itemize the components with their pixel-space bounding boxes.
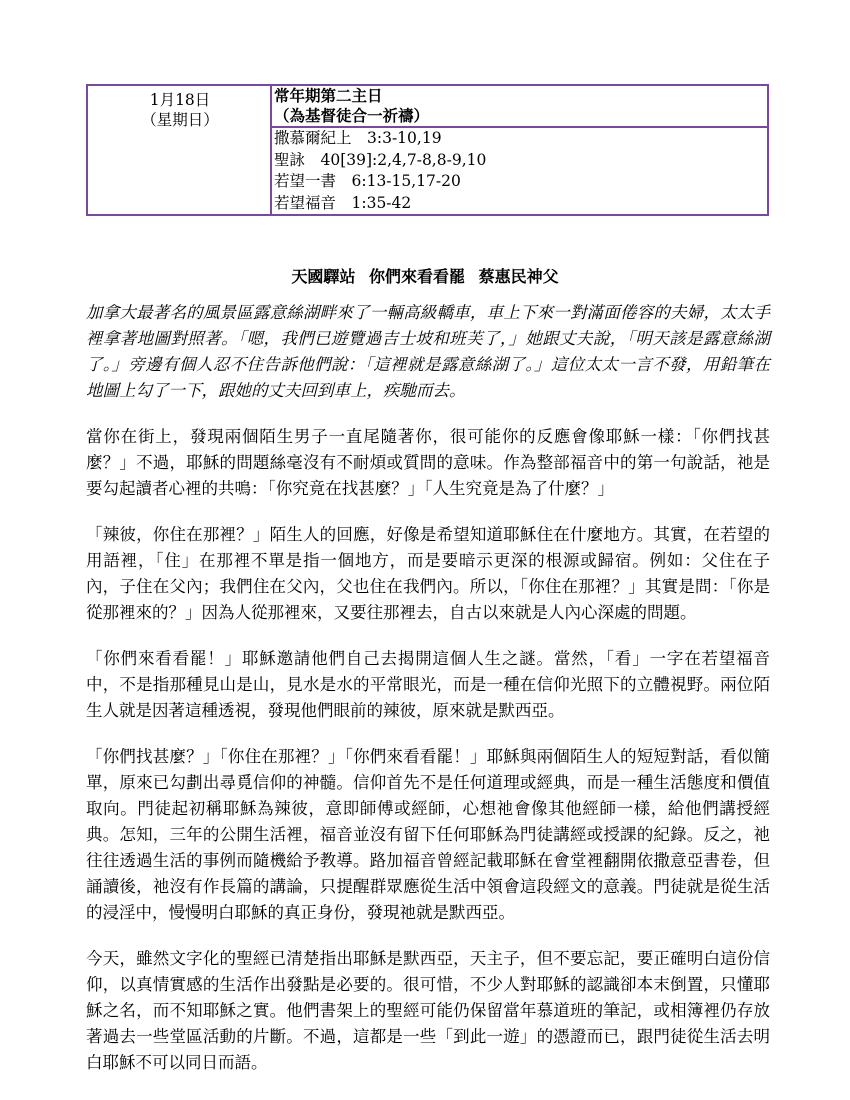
date: 1月18日 (149, 91, 211, 109)
paragraph: 當你在街上，發現兩個陌生男子一直尾隨著你，很可能你的反應會像耶穌一樣：「你們找甚麼？」不過，耶穌的問題絲毫沒有不耐煩或質問的意味。作為整部福音中的第一句說話，祂是要勾起讀者心裡的共鳴：「你究竟在找甚麼？」「人生究竟是為了什麼？」 (86, 427, 770, 498)
paragraph-intro: 加拿大最著名的風景區露意絲湖畔來了一輛高級轎車，車上下來一對滿面倦容的夫婦，太太手裡拿著地圖對照著。「嗯，我們已遊覽過吉士坡和班芙了，」她跟丈夫說，「明天該是露意絲湖了。」旁邊有個人忍不住告訴他們說：「這裡就是露意絲湖了。」這位太太一言不發，用鉛筆在地圖上勾了一下，跟她的丈夫回到車上，疾馳而去。 (86, 303, 770, 400)
paragraph: 今天，雖然文字化的聖經已清楚指出耶穌是默西亞，天主子，但不要忘記，要正確明白這份信仰，以真情實感的生活作出發點是必要的。很可惜，不少人對耶穌的認識卻本末倒置，只懂耶穌之名，而不知耶穌之實。他們書架上的聖經可能仍保留當年慕道班的筆記，或相簿裡仍存放著過去一些堂區活動的片斷。不過，這都是一些「到此一遊」的憑證而已，跟門徒從生活去明白耶穌不可以同日而語。 (86, 949, 770, 1072)
reading-4: 若望福音 1:35-42 (274, 193, 412, 212)
reading-1: 撒慕爾紀上 3:3-10,19 (274, 129, 442, 147)
sunday-title: 常年期第二主日 (274, 86, 383, 105)
liturgy-table (86, 84, 769, 216)
paragraph: 「辣彼，你住在那裡？」陌生人的回應，好像是希望知道耶穌住在什麼地方。其實，在若望的用語裡，「住」在那裡不單是指一個地方，而是要暗示更深的根源或歸宿。例如：父住在子內，子住在父內；我們住在父內，父也住在我們內。所以，「你住在那裡？」其實是問：「你是從那裡來的？」因為人從那裡來，又要往那裡去，自古以來就是人內心深處的問題。 (86, 525, 770, 622)
reading-2: 聖詠 40[39]:2,4,7-8,8-9,10 (274, 150, 487, 169)
article-author: 蔡惠民神父 (478, 267, 559, 286)
liturgy-header-row (87, 85, 768, 127)
prayer-intention: （為基督徒合一祈禱） (274, 106, 430, 125)
article-heading (0, 264, 850, 287)
readings-cell (271, 127, 768, 215)
reading-3: 若望一書 6:13-15,17-20 (274, 172, 461, 190)
paragraph: 「你們來看看罷！」耶穌邀請他們自己去揭開這個人生之謎。當然，「看」一字在若望福音中，不是指那種見山是山，見水是水的平常眼光，而是一種在信仰光照下的立體視野。兩位陌生人就是因著這種透視，發現他們眼前的辣彼，原來就是默西亞。 (86, 649, 770, 720)
sunday-title-cell (271, 85, 768, 127)
article-body (86, 300, 770, 1096)
date-cell (87, 85, 271, 215)
column-name: 天國驛站 (291, 267, 356, 286)
article-title: 你們來看看罷 (368, 267, 465, 286)
paragraph: 「你們找甚麼？」「你住在那裡？」「你們來看看罷！」耶穌與兩個陌生人的短短對話，看似簡單，原來已勾劃出尋覓信仰的神髓。信仰首先不是任何道理或經典，而是一種生活態度和價值取向。門徒起初稱耶穌為辣彼，意即師傅或經師，心想祂會像其他經師一樣，給他們講授經典。怎知，三年的公開生活裡，福音並沒有留下任何耶穌為門徒講經或授課的紀錄。反之，祂往往透過生活的事例而隨機給予教導。路加福音曾經記載耶穌在會堂裡翻開依撒意亞書卷，但誦讀後，祂沒有作長篇的講論，只提醒群眾應從生活中領會這段經文的意義。門徒就是從生活的浸淫中，慢慢明白耶穌的真正身份，發現祂就是默西亞。 (86, 747, 770, 922)
weekday: （星期日） (141, 111, 219, 129)
